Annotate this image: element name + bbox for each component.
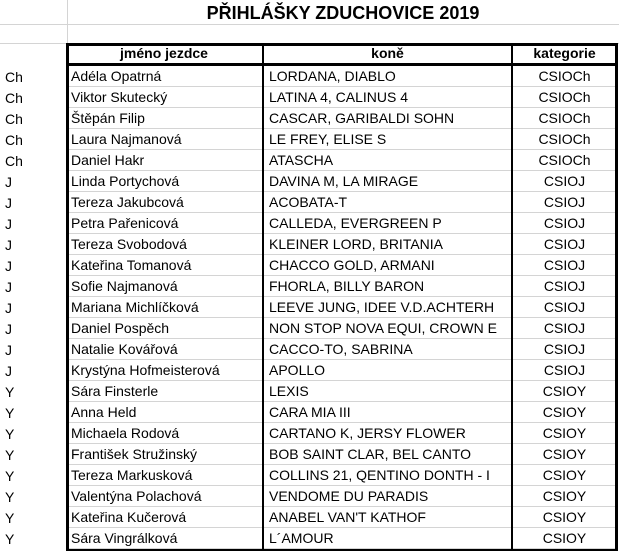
category-cell[interactable]: CSIOCh (512, 87, 616, 108)
category-cell[interactable]: CSIOJ (512, 276, 616, 297)
category-cell[interactable]: CSIOJ (512, 213, 616, 234)
horses-cell[interactable]: COLLINS 21, QENTINO DONTH - I (263, 465, 512, 486)
header-horses[interactable]: koně (263, 43, 512, 65)
header-rider[interactable]: jméno jezdce (66, 43, 263, 65)
horses-cell[interactable]: VENDOME DU PARADIS (263, 486, 512, 507)
category-cell[interactable]: CSIOY (512, 423, 616, 444)
table-row (66, 213, 616, 234)
table-row (66, 192, 616, 213)
rider-cell[interactable]: Linda Portychová (66, 171, 263, 192)
category-cell[interactable]: CSIOY (512, 465, 616, 486)
rider-cell[interactable]: Mariana Michlíčková (66, 297, 263, 318)
row-code-cell[interactable]: J (5, 237, 12, 253)
row-code-cell[interactable]: Y (5, 510, 15, 526)
horses-cell[interactable]: CHACCO GOLD, ARMANI (263, 255, 512, 276)
table-row (66, 528, 616, 549)
horses-cell[interactable]: KLEINER LORD, BRITANIA (263, 234, 512, 255)
row-code-cell[interactable]: Ch (5, 90, 23, 106)
table-row (66, 360, 616, 381)
category-cell[interactable]: CSIOCh (512, 129, 616, 150)
horses-cell[interactable]: CALLEDA, EVERGREEN P (263, 213, 512, 234)
rider-cell[interactable]: Sára Finsterle (66, 381, 263, 402)
horses-cell[interactable]: LORDANA, DIABLO (263, 65, 512, 87)
rider-cell[interactable]: Tereza Jakubcová (66, 192, 263, 213)
row-code-cell[interactable]: J (5, 195, 12, 211)
table-row (66, 234, 616, 255)
row-code-cell[interactable]: J (5, 342, 12, 358)
table-row (66, 423, 616, 444)
table-row (66, 381, 616, 402)
header-category[interactable]: kategorie (512, 43, 616, 65)
rider-cell[interactable]: Krystýna Hofmeisterová (66, 360, 263, 381)
horses-cell[interactable]: CARTANO K, JERSY FLOWER (263, 423, 512, 444)
gridline (0, 24, 619, 25)
category-cell[interactable]: CSIOJ (512, 339, 616, 360)
category-cell[interactable]: CSIOCh (512, 150, 616, 171)
table-row (66, 87, 616, 108)
category-cell[interactable]: CSIOY (512, 444, 616, 465)
row-code-cell[interactable]: J (5, 216, 12, 232)
rider-cell[interactable]: Michaela Rodová (66, 423, 263, 444)
row-code-cell[interactable]: Y (5, 447, 15, 463)
table-row (66, 318, 616, 339)
category-cell[interactable]: CSIOY (512, 528, 616, 549)
table-row (66, 276, 616, 297)
rider-cell[interactable]: Tereza Markusková (66, 465, 263, 486)
category-cell[interactable]: CSIOJ (512, 297, 616, 318)
category-cell[interactable]: CSIOJ (512, 318, 616, 339)
horses-cell[interactable]: FHORLA, BILLY BARON (263, 276, 512, 297)
category-cell[interactable]: CSIOY (512, 486, 616, 507)
row-code-cell[interactable]: Y (5, 426, 15, 442)
rider-cell[interactable]: Kateřina Tomanová (66, 255, 263, 276)
horses-cell[interactable]: LE FREY, ELISE S (263, 129, 512, 150)
table-row (66, 507, 616, 528)
row-code-cell[interactable]: J (5, 279, 12, 295)
horses-cell[interactable]: NON STOP NOVA EQUI, CROWN E (263, 318, 512, 339)
row-code-cell[interactable]: Y (5, 405, 15, 421)
row-code-cell[interactable]: J (5, 321, 12, 337)
table-row (66, 444, 616, 465)
rider-cell[interactable]: Tereza Svobodová (66, 234, 263, 255)
table-row (66, 402, 616, 423)
table-row (66, 150, 616, 171)
rider-cell[interactable]: František Stružinský (66, 444, 263, 465)
sheet-title: PŘIHLÁŠKY ZDUCHOVICE 2019 (206, 3, 480, 23)
entries-table (66, 43, 616, 549)
row-code-cell[interactable]: Ch (5, 111, 23, 127)
row-code-cell[interactable]: J (5, 258, 12, 274)
row-code-cell[interactable]: Ch (5, 132, 23, 148)
rider-cell[interactable]: Sofie Najmanová (66, 276, 263, 297)
category-cell[interactable]: CSIOJ (512, 255, 616, 276)
header-row (66, 43, 616, 65)
horses-cell[interactable]: DAVINA M, LA MIRAGE (263, 171, 512, 192)
rider-cell[interactable]: Adéla Opatrná (66, 65, 263, 87)
horses-cell[interactable]: LEXIS (263, 381, 512, 402)
row-code-cell[interactable]: Y (5, 531, 15, 547)
category-cell[interactable]: CSIOCh (512, 108, 616, 129)
horses-cell[interactable]: ACOBATA-T (263, 192, 512, 213)
category-cell[interactable]: CSIOJ (512, 360, 616, 381)
table-row (66, 65, 616, 87)
row-code-cell[interactable]: Y (5, 384, 15, 400)
category-cell[interactable]: CSIOY (512, 507, 616, 528)
row-code-column (0, 67, 66, 550)
table-row (66, 171, 616, 192)
rider-cell[interactable]: Viktor Skutecký (66, 87, 263, 108)
rider-cell[interactable]: Daniel Hakr (66, 150, 263, 171)
rider-cell[interactable]: Anna Held (66, 402, 263, 423)
horses-cell[interactable]: APOLLO (263, 360, 512, 381)
horses-cell[interactable]: L´AMOUR (263, 528, 512, 549)
table-row (66, 486, 616, 507)
horses-cell[interactable]: CASCAR, GARIBALDI SOHN (263, 108, 512, 129)
table-row (66, 255, 616, 276)
horses-cell[interactable]: CACCO-TO, SABRINA (263, 339, 512, 360)
rider-cell[interactable]: Laura Najmanová (66, 129, 263, 150)
table-row (66, 297, 616, 318)
horses-cell[interactable]: BOB SAINT CLAR, BEL CANTO (263, 444, 512, 465)
category-cell[interactable]: CSIOY (512, 402, 616, 423)
horses-cell[interactable]: LEEVE JUNG, IDEE V.D.ACHTERH (263, 297, 512, 318)
table-row (66, 129, 616, 150)
rider-cell[interactable]: Daniel Pospěch (66, 318, 263, 339)
row-code-cell[interactable]: Y (5, 489, 15, 505)
category-cell[interactable]: CSIOJ (512, 192, 616, 213)
horses-cell[interactable]: ATASCHA (263, 150, 512, 171)
row-code-cell[interactable]: J (5, 363, 12, 379)
category-cell[interactable]: CSIOY (512, 381, 616, 402)
table-row (66, 339, 616, 360)
horses-cell[interactable]: CARA MIA III (263, 402, 512, 423)
rider-cell[interactable]: Valentýna Polachová (66, 486, 263, 507)
table-row (66, 108, 616, 129)
row-code-cell[interactable]: Y (5, 468, 15, 484)
category-cell[interactable]: CSIOCh (512, 65, 616, 87)
rider-cell[interactable]: Kateřina Kučerová (66, 507, 263, 528)
row-code-cell[interactable]: Ch (5, 153, 23, 169)
row-code-cell[interactable]: J (5, 174, 12, 190)
category-cell[interactable]: CSIOJ (512, 171, 616, 192)
rider-cell[interactable]: Sára Vingrálková (66, 528, 263, 549)
horses-cell[interactable]: ANABEL VAN'T KATHOF (263, 507, 512, 528)
category-cell[interactable]: CSIOJ (512, 234, 616, 255)
rider-cell[interactable]: Štěpán Filip (66, 108, 263, 129)
row-code-cell[interactable]: J (5, 300, 12, 316)
rider-cell[interactable]: Petra Pařenicová (66, 213, 263, 234)
row-code-cell[interactable]: Ch (5, 69, 23, 85)
rider-cell[interactable]: Natalie Kovářová (66, 339, 263, 360)
horses-cell[interactable]: LATINA 4, CALINUS 4 (263, 87, 512, 108)
table-row (66, 465, 616, 486)
